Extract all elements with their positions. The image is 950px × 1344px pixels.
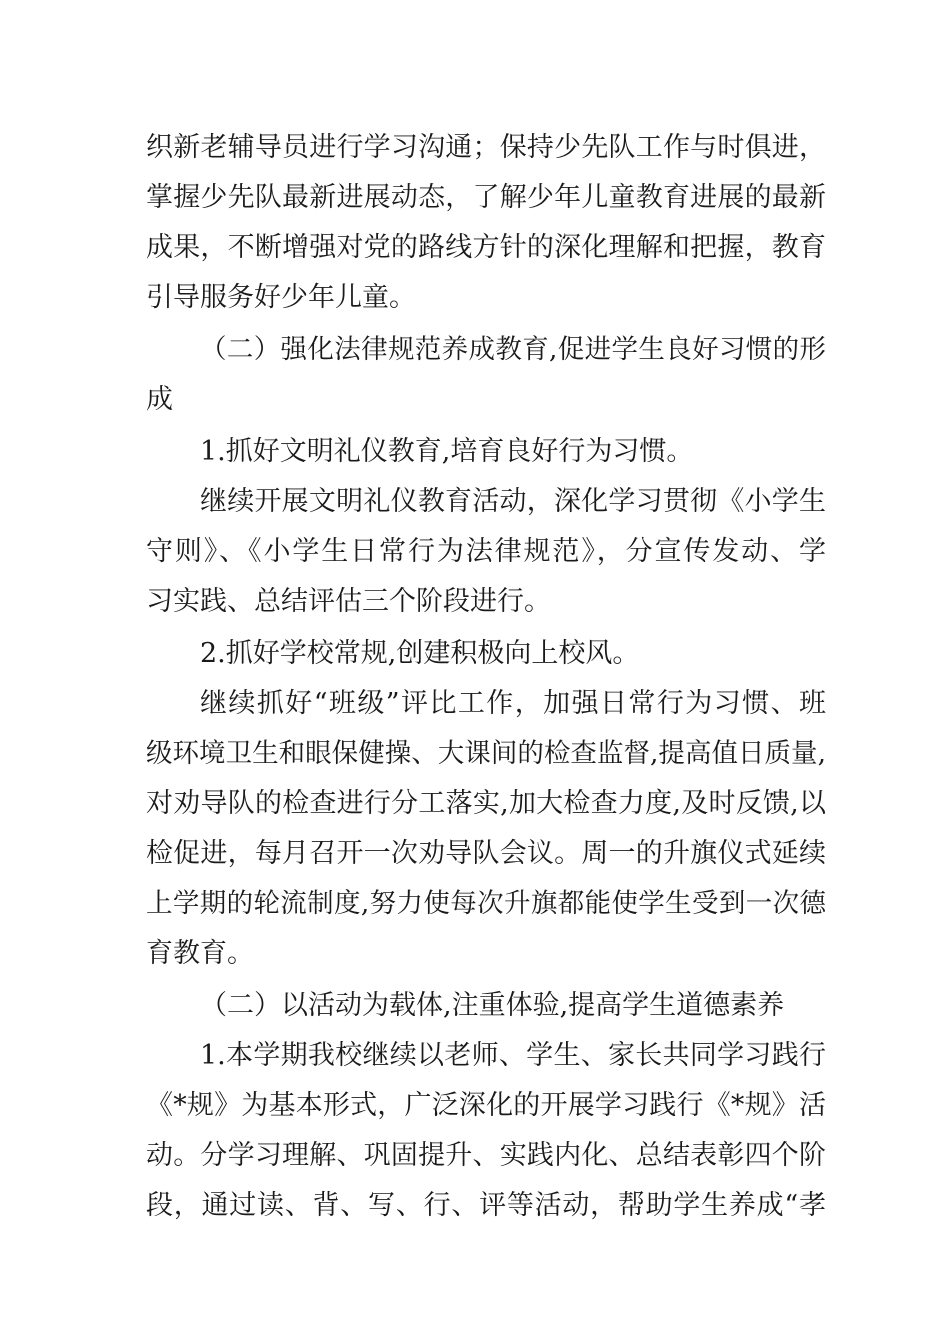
paragraph-line: 继续抓好“班级”评比工作，加强日常行为习惯、班 [200,688,826,719]
paragraph-line: 动。分学习理解、巩固提升、实践内化、总结表彰四个阶 [146,1140,826,1171]
section-heading: （二）以活动为载体,注重体验,提高学生道德素养 [200,990,785,1021]
paragraph-line: 习实践、总结评估三个阶段进行。 [146,586,551,617]
paragraph-line: 对劝导队的检查进行分工落实,加大检查力度,及时反馈,以 [146,788,826,819]
paragraph-line: 《*规》为基本形式，广泛深化的开展学习践行《*规》活 [146,1090,826,1121]
paragraph-line: 引导服务好少年儿童。 [146,282,416,313]
paragraph-line: 1.本学期我校继续以老师、学生、家长共同学习践行 [200,1040,826,1071]
subsection-heading: 1.抓好文明礼仪教育,培育良好行为习惯。 [200,436,694,467]
paragraph-line: 继续开展文明礼仪教育活动，深化学习贯彻《小学生 [200,486,826,517]
paragraph-line: 织新老辅导员进行学习沟通；保持少先队工作与时俱进， [146,132,826,163]
paragraph-line: 育教育。 [146,938,254,969]
paragraph-line: 段，通过读、背、写、行、评等活动，帮助学生养成“孝 [146,1190,826,1221]
paragraph-line: 守则》、《小学生日常行为法律规范》，分宣传发动、学 [146,536,826,567]
section-heading-continued: 成 [146,384,173,415]
paragraph-line: 成果，不断增强对党的路线方针的深化理解和把握，教育 [146,232,826,263]
section-heading: （二）强化法律规范养成教育,促进学生良好习惯的形 [200,334,826,365]
paragraph-line: 检促进，每月召开一次劝导队会议。周一的升旗仪式延续 [146,838,826,869]
subsection-heading: 2.抓好学校常规,创建积极向上校风。 [200,638,640,669]
paragraph-line: 掌握少先队最新进展动态，了解少年儿童教育进展的最新 [146,182,826,213]
paragraph-line: 级环境卫生和眼保健操、大课间的检查监督,提高值日质量, [146,738,826,769]
paragraph-line: 上学期的轮流制度,努力使每次升旗都能使学生受到一次德 [146,888,826,919]
